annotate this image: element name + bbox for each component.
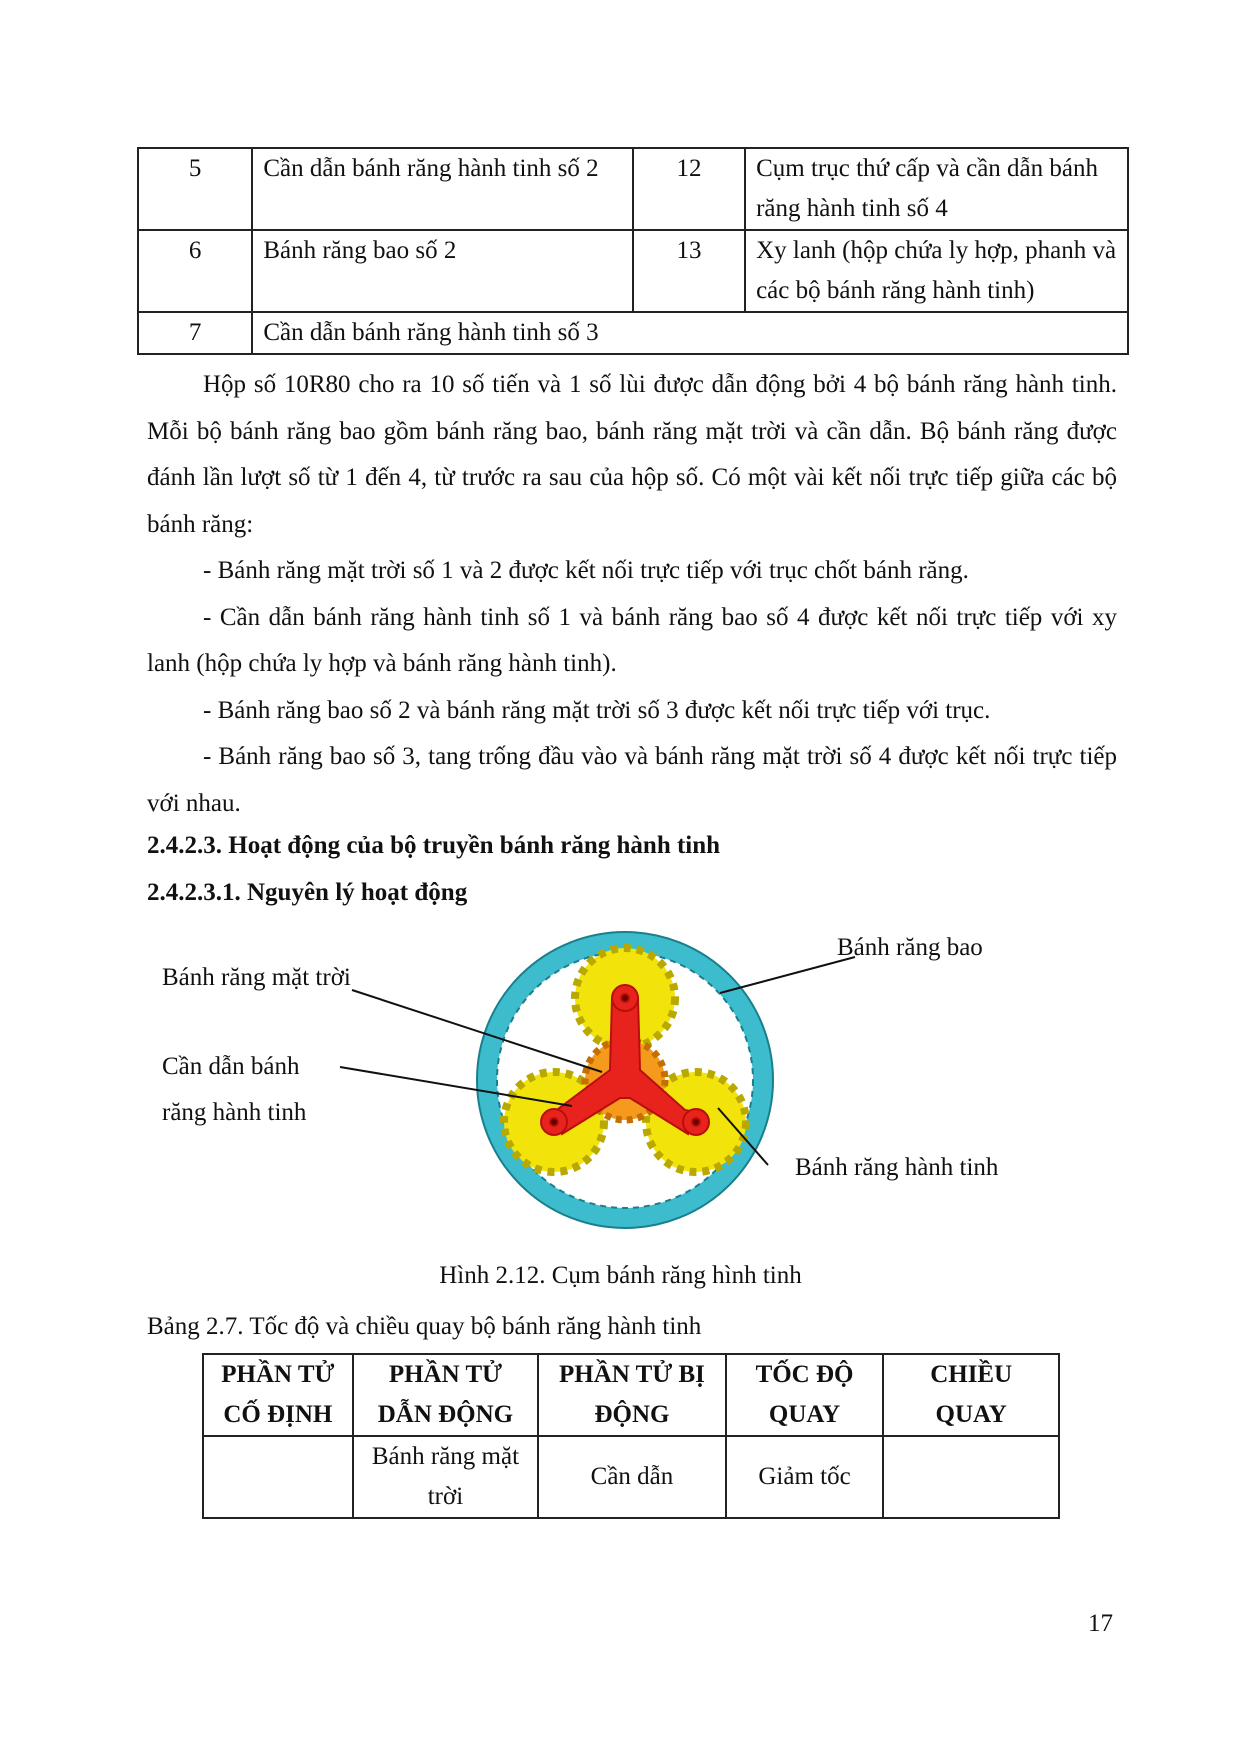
label-carrier-line1: Cần dẫn bánh	[162, 1053, 300, 1080]
table-header-row	[203, 1354, 1059, 1436]
part-number: 12	[633, 148, 745, 230]
table-row	[138, 230, 1128, 312]
table-row	[138, 148, 1128, 230]
figure-caption: Hình 2.12. Cụm bánh răng hình tinh	[439, 1262, 802, 1289]
part-name: Xy lanh (hộp chứa ly hợp, phanh và các bộ bánh răng hành tinh)	[745, 230, 1128, 312]
label-ring-gear: Bánh răng bao	[837, 934, 983, 961]
intro-paragraph: Hộp số 10R80 cho ra 10 số tiến và 1 số lùi được dẫn động bởi 4 bộ bánh răng hành tinh. Mỗi bộ bánh răng bao gồm bánh răng bao, bánh răng mặt trời và cần dẫn. Bộ bánh răng được đánh lần lượt số từ 1 đến 4, từ trước ra sau của hộp số. Có một vài kết nối trực tiếp giữa các bộ bánh răng:	[147, 371, 1117, 538]
part-name: Bánh răng bao số 2	[252, 230, 633, 312]
part-number: 7	[138, 312, 252, 354]
parts-table	[137, 147, 1129, 355]
column-header: PHẦN TỬ BỊ ĐỘNG	[538, 1354, 726, 1436]
table-row	[138, 312, 1128, 354]
label-carrier-line2: răng hành tinh	[162, 1099, 307, 1126]
bullet-item: - Cần dẫn bánh răng hành tinh số 1 và bánh răng bao số 4 được kết nối trực tiếp với xy lanh (hộp chứa ly hợp và bánh răng hành tinh).	[147, 603, 1117, 677]
column-header: PHẦN TỬ CỐ ĐỊNH	[203, 1354, 353, 1436]
part-name: Cần dẫn bánh răng hành tinh số 3	[252, 312, 1128, 354]
part-number: 6	[138, 230, 252, 312]
section-heading: 2.4.2.3. Hoạt động của bộ truyền bánh răng hành tinh	[147, 832, 721, 859]
table-row	[203, 1436, 1059, 1518]
table-caption: Bảng 2.7. Tốc độ và chiều quay bộ bánh răng hành tinh	[147, 1313, 702, 1340]
cell-speed: Giảm tốc	[726, 1436, 884, 1518]
part-number: 13	[633, 230, 745, 312]
speed-direction-table	[202, 1353, 1060, 1519]
column-header: CHIỀU QUAY	[883, 1354, 1059, 1436]
bullet-item: - Bánh răng bao số 2 và bánh răng mặt trời số 3 được kết nối trực tiếp với trục.	[203, 696, 991, 724]
column-header: TỐC ĐỘ QUAY	[726, 1354, 884, 1436]
bullet-item: - Bánh răng mặt trời số 1 và 2 được kết nối trực tiếp với trục chốt bánh răng.	[203, 557, 969, 584]
column-header: PHẦN TỬ DẪN ĐỘNG	[353, 1354, 539, 1436]
part-number: 5	[138, 148, 252, 230]
planetary-gear-figure	[140, 930, 1040, 1230]
cell-driving: Bánh răng mặt trời	[353, 1436, 539, 1518]
part-name: Cần dẫn bánh răng hành tinh số 2	[252, 148, 633, 230]
part-name: Cụm trục thứ cấp và cần dẫn bánh răng hành tinh số 4	[745, 148, 1128, 230]
page-number: 17	[1088, 1610, 1113, 1637]
cell-direction	[883, 1436, 1059, 1518]
bullet-item: - Bánh răng bao số 3, tang trống đầu vào và bánh răng mặt trời số 4 được kết nối trực tiếp với nhau.	[147, 743, 1117, 817]
body-text	[147, 362, 1117, 827]
cell-driven: Cần dẫn	[538, 1436, 726, 1518]
cell-fixed	[203, 1436, 353, 1518]
subsection-heading: 2.4.2.3.1. Nguyên lý hoạt động	[147, 879, 468, 906]
label-sun-gear: Bánh răng mặt trời	[162, 964, 351, 991]
label-planet-gear: Bánh răng hành tinh	[795, 1154, 999, 1181]
leader-line	[720, 957, 855, 993]
